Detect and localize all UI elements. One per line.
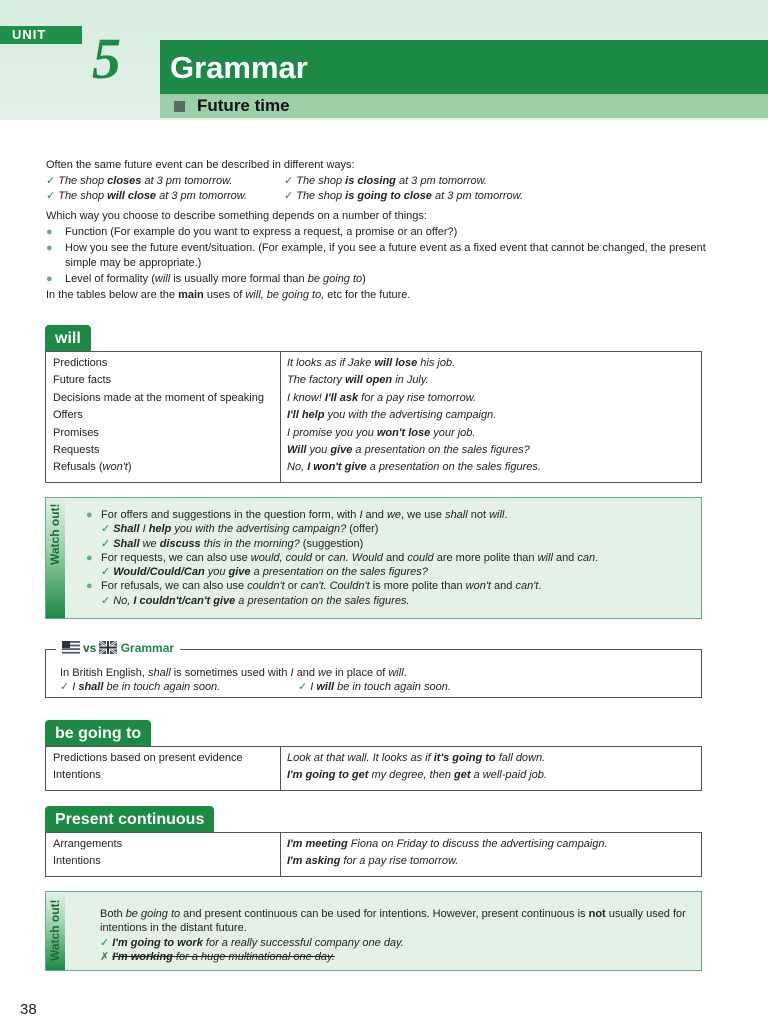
examples-column bbox=[281, 747, 701, 790]
watch-example: ✓ Shall I help you with the advertising campaign? (offer) bbox=[101, 523, 379, 536]
check-icon: ✓ bbox=[100, 936, 110, 949]
page-title: Grammar bbox=[160, 40, 768, 94]
us-vs-uk-title bbox=[56, 641, 180, 657]
watch-example: ✓ No, I couldn't/can't give a presentation on the sales figures. bbox=[101, 594, 410, 607]
use-cell: Future facts bbox=[53, 374, 112, 387]
cross-icon: ✗ bbox=[100, 950, 110, 963]
bullet-item: ● Level of formality (will is usually more formal than be going to) bbox=[46, 273, 366, 286]
bullet-item: ● How you see the future event/situation. (For example, if you see a future event as a fixed event that cannot be changed, the present simple may be appropriate.) bbox=[46, 242, 706, 269]
watch-out-body bbox=[100, 907, 693, 964]
example-row bbox=[46, 174, 706, 188]
example-cell: I'm meeting Fiona on Friday to discuss the advertising campaign. bbox=[287, 838, 608, 850]
check-icon: ✓ bbox=[101, 594, 111, 607]
check-icon: ✓ bbox=[46, 175, 56, 188]
example-row bbox=[60, 680, 691, 694]
example-item: ✓ The shop will close at 3 pm tomorrow. bbox=[46, 189, 248, 202]
square-bullet-icon bbox=[174, 101, 185, 112]
watch-item: ● For requests, we can also use would, could or can. Would and could are more polite than will and can. bbox=[86, 551, 599, 564]
check-icon: ✓ bbox=[101, 537, 111, 550]
use-cell: Intentions bbox=[53, 769, 101, 782]
example-cell: I know! I'll ask for a pay rise tomorrow. bbox=[287, 391, 477, 404]
watch-out-body bbox=[86, 508, 693, 608]
watch-example: ✓ Would/Could/Can you give a presentation on the sales figures? bbox=[101, 566, 428, 579]
watch-out-label: Watch out! bbox=[48, 503, 62, 565]
example-item: ✓ The shop closes at 3 pm tomorrow. bbox=[46, 175, 233, 188]
check-icon: ✓ bbox=[46, 189, 56, 202]
check-icon: ✓ bbox=[298, 681, 308, 694]
us-flag-icon bbox=[62, 641, 80, 654]
vs-text: vs bbox=[83, 641, 97, 655]
page-number: 38 bbox=[20, 1001, 37, 1018]
us-vs-uk-box bbox=[45, 641, 702, 698]
present-continuous-table bbox=[45, 832, 702, 877]
unit-label: UNIT bbox=[0, 26, 82, 44]
examples-column bbox=[281, 833, 701, 876]
use-cell: Decisions made at the moment of speaking bbox=[53, 391, 264, 404]
use-cell: Refusals (won't) bbox=[53, 461, 132, 474]
section-subtitle bbox=[160, 94, 768, 118]
watch-example-wrong: ✗ I'm working for a huge multinational one day. bbox=[100, 950, 335, 963]
uk-flag-icon bbox=[99, 641, 117, 654]
check-icon: ✓ bbox=[284, 189, 294, 202]
check-icon: ✓ bbox=[60, 681, 70, 694]
check-icon: ✓ bbox=[284, 175, 294, 188]
intro-tables-line: In the tables below are the main uses of will, be going to, etc for the future. bbox=[46, 289, 411, 302]
bullet-icon: ● bbox=[46, 242, 53, 255]
example-cell: I'm going to get my degree, then get a well-paid job. bbox=[287, 769, 547, 782]
watch-text: Both be going to and present continuous can be used for intentions. However, present continuous is not usually used for intentions in the distant future. bbox=[100, 908, 686, 935]
uses-column bbox=[46, 747, 281, 790]
bullet-icon: ● bbox=[46, 226, 53, 239]
example-row bbox=[46, 189, 706, 203]
bullet-icon: ● bbox=[86, 551, 93, 564]
use-cell: Requests bbox=[53, 443, 100, 456]
example-cell: It looks as if Jake will lose his job. bbox=[287, 357, 456, 369]
unit-number: 5 bbox=[92, 26, 121, 91]
example-item: ✓ I will be in touch again soon. bbox=[298, 681, 451, 694]
uses-column bbox=[46, 352, 281, 482]
check-icon: ✓ bbox=[101, 523, 111, 536]
watch-out-box bbox=[45, 891, 702, 971]
use-cell: Offers bbox=[53, 409, 83, 422]
example-cell: Look at that wall. It looks as if it's going to fall down. bbox=[287, 752, 546, 764]
watch-item: ● For offers and suggestions in the question form, with I and we, we use shall not will. bbox=[86, 509, 508, 521]
bullet-icon: ● bbox=[46, 273, 53, 286]
use-cell: Promises bbox=[53, 426, 99, 439]
example-item: ✓ The shop is closing at 3 pm tomorrow. bbox=[284, 175, 487, 188]
check-icon: ✓ bbox=[101, 566, 111, 579]
use-cell: Arrangements bbox=[53, 838, 123, 850]
bullet-item: ● Function (For example do you want to express a request, a promise or an offer?) bbox=[46, 226, 458, 239]
use-cell: Intentions bbox=[53, 855, 101, 868]
intro-depends: Which way you choose to describe something depends on a number of things: bbox=[46, 209, 427, 222]
watch-item: ● For refusals, we can also use couldn't or can't. Couldn't is more polite than won't and can't. bbox=[86, 580, 542, 593]
us-vs-uk-text: In British English, shall is sometimes used with I and we in place of will. bbox=[60, 667, 407, 679]
going-to-table bbox=[45, 746, 702, 791]
intro-text bbox=[46, 158, 706, 305]
bullet-icon: ● bbox=[86, 580, 93, 593]
bullet-icon: ● bbox=[86, 509, 93, 521]
watch-out-label: Watch out! bbox=[48, 899, 62, 961]
us-vs-uk-label: Grammar bbox=[120, 641, 175, 655]
example-cell: I'm asking for a pay rise tomorrow. bbox=[287, 855, 459, 868]
section-tab-going-to: be going to bbox=[45, 720, 151, 746]
section-tab-present-continuous: Present continuous bbox=[45, 806, 214, 832]
example-item: ✓ I shall be in touch again soon. bbox=[60, 681, 221, 694]
watch-example: ✓ I'm going to work for a really successful company one day. bbox=[100, 936, 404, 949]
intro-lead: Often the same future event can be described in different ways: bbox=[46, 159, 355, 171]
example-cell: I'll help you with the advertising campaign. bbox=[287, 409, 497, 422]
example-cell: I promise you you won't lose your job. bbox=[287, 426, 476, 439]
example-cell: The factory will open in July. bbox=[287, 374, 429, 387]
us-vs-uk-body bbox=[60, 666, 691, 695]
use-cell: Predictions based on present evidence bbox=[53, 752, 243, 764]
example-cell: No, I won't give a presentation on the sales figures. bbox=[287, 461, 541, 474]
use-cell: Predictions bbox=[53, 357, 108, 369]
watch-out-box bbox=[45, 497, 702, 619]
will-table bbox=[45, 351, 702, 483]
uses-column bbox=[46, 833, 281, 876]
example-cell: Will you give a presentation on the sales figures? bbox=[287, 443, 530, 456]
subtitle-text: Future time bbox=[197, 96, 290, 115]
watch-example: ✓ Shall we discuss this in the morning? (suggestion) bbox=[101, 537, 364, 550]
section-tab-will: will bbox=[45, 325, 91, 351]
examples-column bbox=[281, 352, 701, 482]
example-item: ✓ The shop is going to close at 3 pm tomorrow. bbox=[284, 189, 524, 202]
